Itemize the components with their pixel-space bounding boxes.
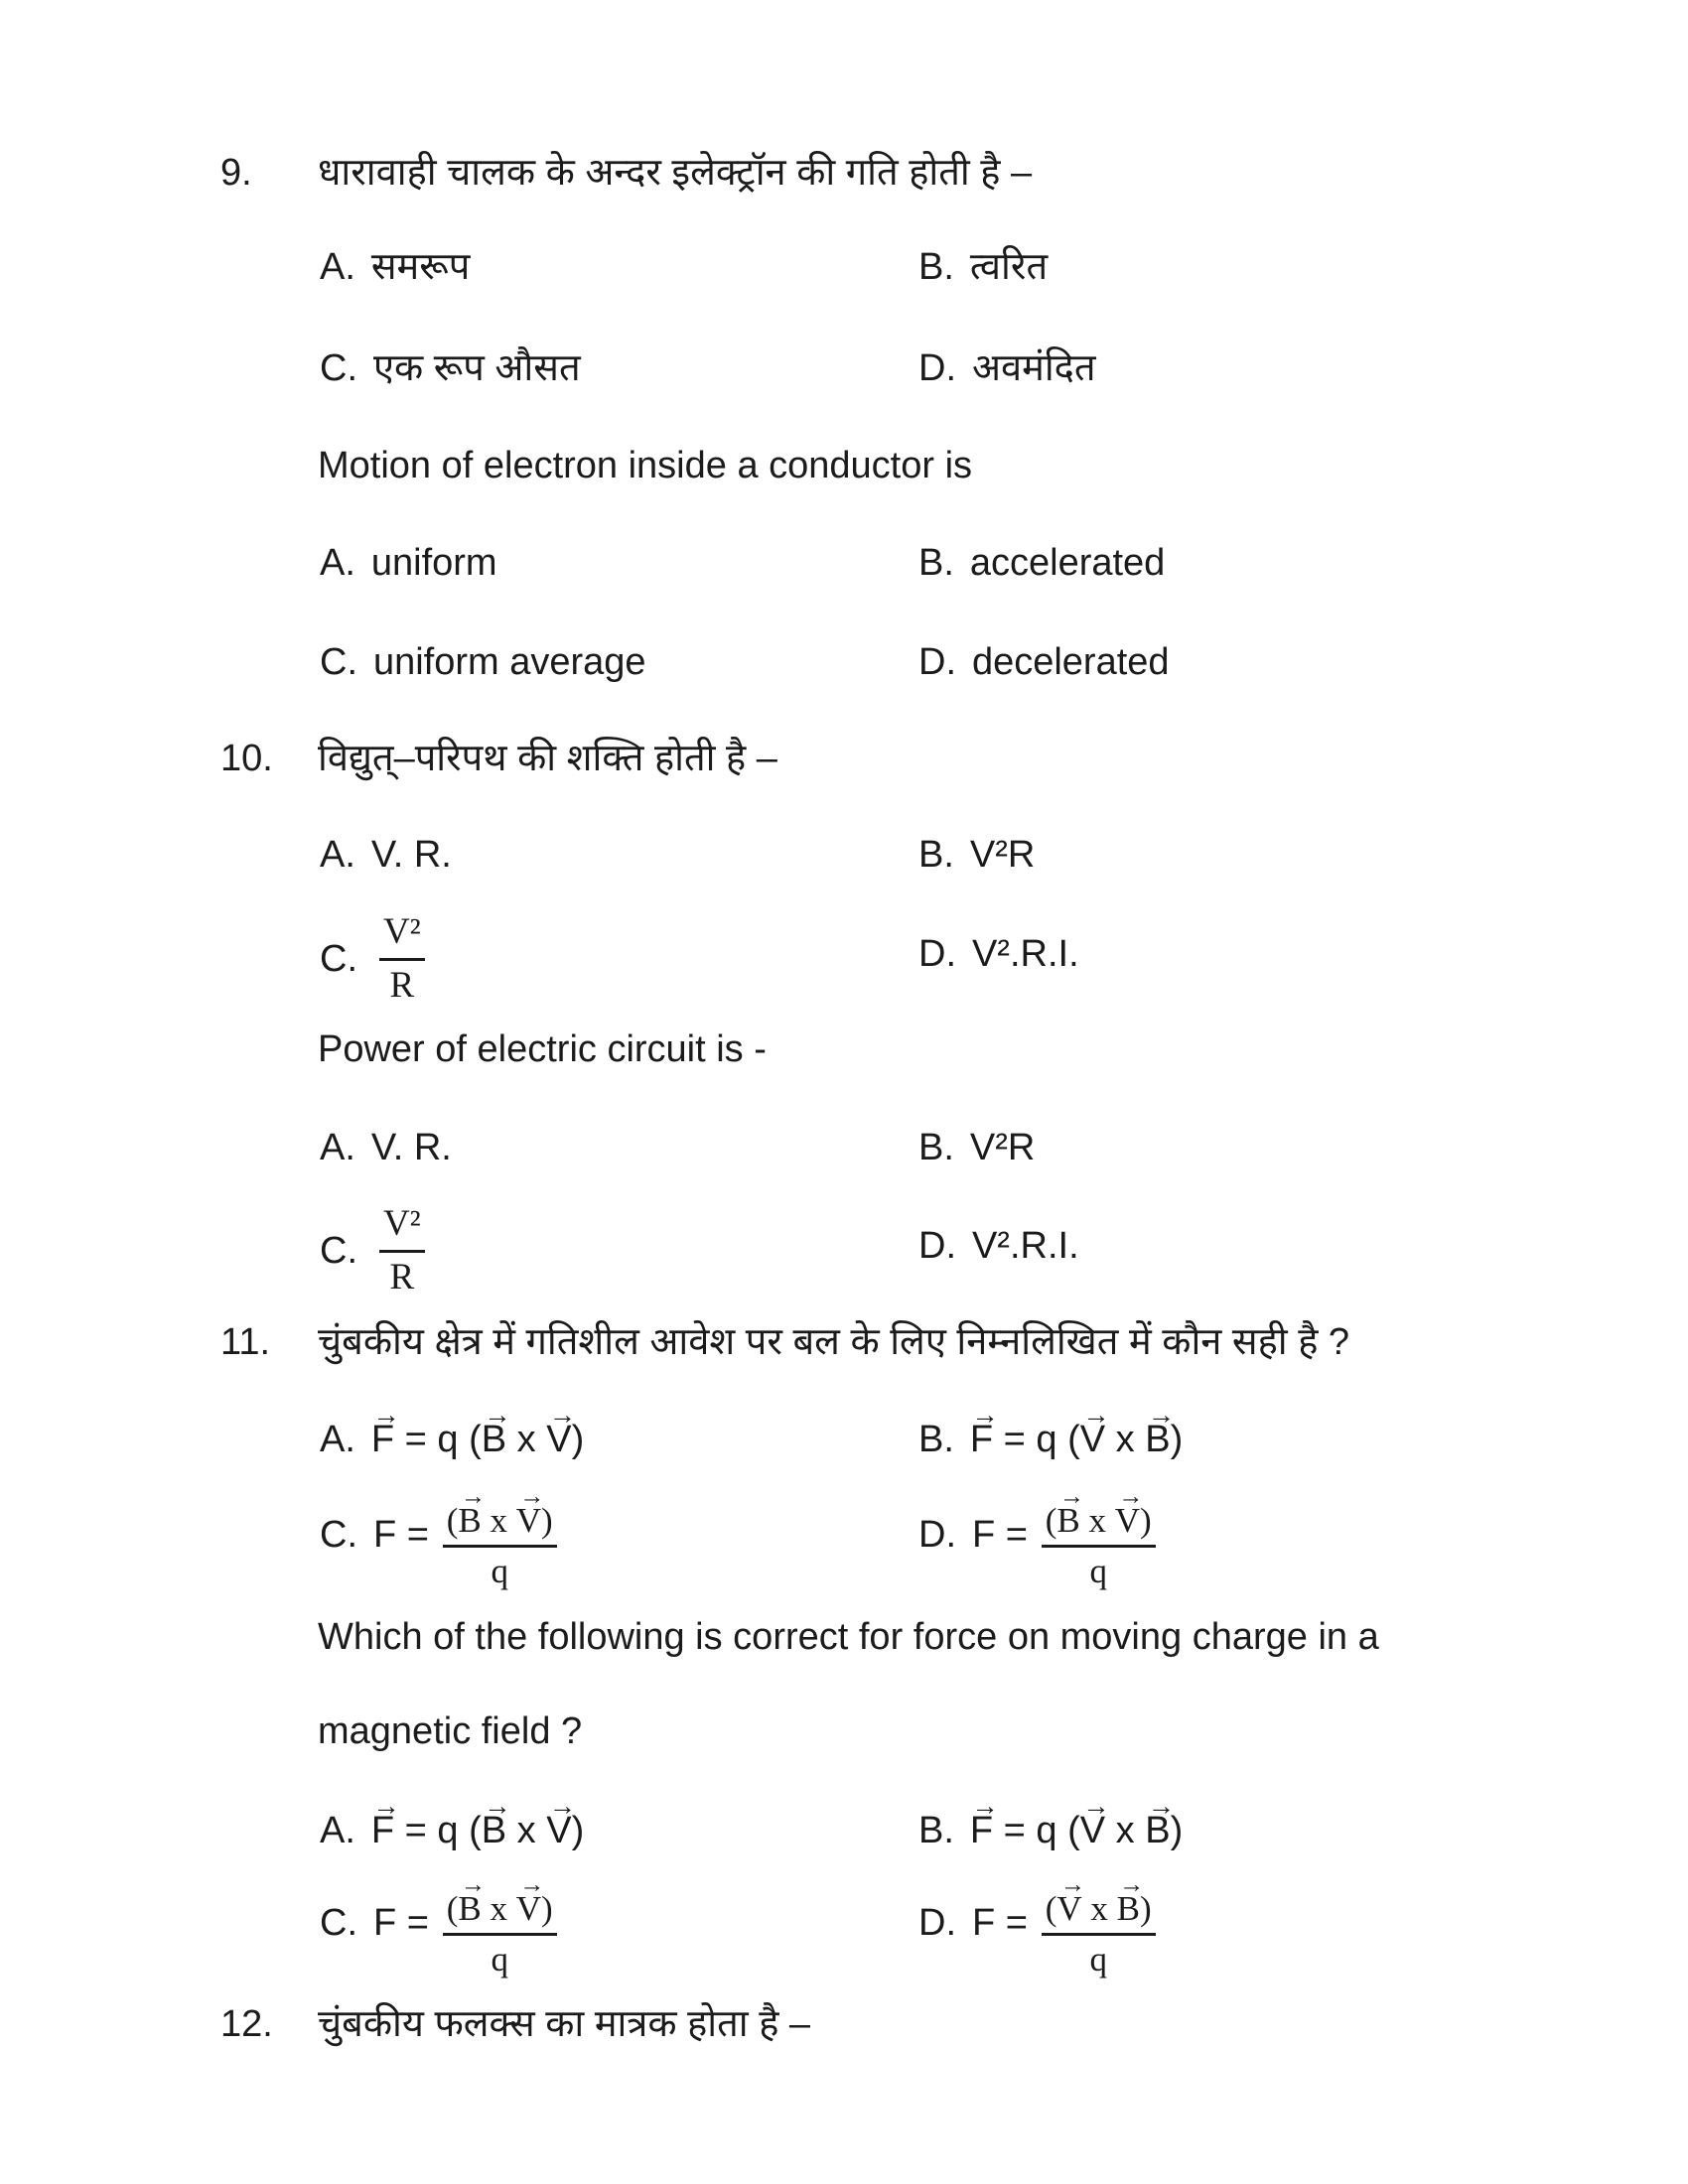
option-b-formula (918, 832, 1035, 880)
vector-arrow-icon: → (971, 1398, 999, 1430)
question-12-stem-hindi: चुंबकीय फलक्स का मात्रक होता है – (318, 2003, 811, 2045)
option-d-text: decelerated (971, 641, 1170, 683)
force-equals-q-b-cross-v: → F = q ( → B x → V) (370, 1789, 585, 1851)
vector-arrow-icon: → (1059, 1870, 1086, 1898)
option-d-english (918, 639, 1170, 687)
option-a-text: V. R. (370, 1127, 452, 1168)
option-c-label: C. (320, 641, 357, 683)
force-equals-q-b-cross-v: → F = q ( → B x → V) (370, 1398, 585, 1460)
vector-arrow-icon: → (971, 1789, 999, 1821)
question-9-stem-english: Motion of electron inside a conductor is (318, 445, 973, 486)
vector-arrow-icon: → (372, 1398, 400, 1430)
option-a-label: A. (320, 834, 355, 876)
option-d-text: V².R.I. (971, 933, 1079, 975)
option-a-label: A. (320, 1810, 355, 1851)
question-11-stem-hindi: चुंबकीय क्षेत्र में गतिशील आवेश पर बल के लिए निम्नलिखित में कौन सही है ? (318, 1321, 1350, 1363)
option-a-label: A. (320, 1127, 355, 1168)
question-10-stem-hindi: विद्युत्–परिपथ की शक्ति होती है – (318, 738, 777, 779)
option-d-text: V².R.I. (971, 1225, 1079, 1267)
option-b-hindi (918, 244, 1048, 292)
option-d-hindi (918, 345, 1096, 393)
force-equals: F = (372, 1901, 429, 1944)
vector-arrow-icon: → (460, 1482, 487, 1510)
option-d-formula (918, 931, 1079, 979)
fraction-denominator: R (389, 1257, 415, 1298)
question-12-number: 12. (220, 2003, 273, 2045)
b-cross-v-over-q-fraction (443, 1865, 557, 1981)
force-equals-q-v-cross-b: → F = q ( → V x → B) (969, 1789, 1184, 1851)
option-a-label: A. (320, 542, 355, 584)
option-a-text: uniform (370, 542, 497, 584)
option-a-formula (320, 832, 452, 880)
vector-arrow-icon: → (1082, 1398, 1110, 1430)
option-d-fraction-formula (918, 1477, 1156, 1593)
option-c-label: C. (320, 1513, 357, 1556)
vector-arrow-icon: → (1147, 1398, 1176, 1430)
option-d-fraction-formula (918, 1865, 1156, 1981)
question-9-number: 9. (220, 152, 252, 194)
vector-arrow-icon: → (548, 1789, 577, 1821)
option-a-vector-formula (320, 1398, 585, 1464)
option-c-label: C. (320, 937, 357, 980)
vector-arrow-icon: → (519, 1482, 545, 1510)
fraction-denominator: q (491, 1552, 508, 1591)
option-c-fraction-formula (320, 1865, 557, 1981)
force-equals-q-v-cross-b: → F = q ( → V x → B) (969, 1398, 1184, 1460)
option-a-text: V. R. (370, 834, 452, 876)
vector-arrow-icon: → (484, 1398, 511, 1430)
vector-arrow-icon: → (1058, 1482, 1085, 1510)
option-c-label: C. (320, 1229, 357, 1272)
force-equals: F = (971, 1901, 1028, 1944)
fraction-numerator: ( → B x → V) (443, 1477, 557, 1548)
option-a-text: समरूप (370, 246, 471, 288)
b-cross-v-over-q-fraction (443, 1477, 557, 1593)
vector-arrow-icon: → (460, 1870, 487, 1898)
option-b-english (918, 540, 1165, 588)
option-b-label: B. (918, 542, 954, 584)
fraction-denominator: q (491, 1940, 508, 1979)
option-a-english (320, 540, 497, 588)
v-squared-over-r-fraction (379, 909, 426, 1010)
option-b-text: accelerated (969, 542, 1166, 584)
fraction-numerator: V² (379, 1201, 426, 1253)
fraction-denominator: R (389, 965, 415, 1007)
option-d-label: D. (918, 933, 956, 975)
option-d-label: D. (918, 641, 956, 683)
vector-arrow-icon: → (1082, 1789, 1110, 1821)
question-10-number: 10. (220, 738, 273, 779)
force-equals: F = (372, 1513, 429, 1556)
option-a-hindi (320, 244, 470, 292)
question-11-number: 11. (220, 1321, 271, 1363)
option-d-label: D. (918, 1513, 956, 1556)
fraction-denominator: q (1089, 1940, 1107, 1979)
question-11-stem-english-line2: magnetic field ? (318, 1710, 583, 1752)
option-c-text: एक रूप औसत (372, 347, 581, 389)
option-b-text: V²R (969, 1127, 1036, 1168)
vector-arrow-icon: → (519, 1870, 545, 1898)
option-b-label: B. (918, 834, 954, 876)
option-a-formula (320, 1125, 452, 1172)
question-11-stem-english-line1: Which of the following is correct for force on moving charge in a (318, 1616, 1379, 1658)
v-cross-b-over-q-fraction (1042, 1865, 1156, 1981)
option-d-formula (918, 1223, 1079, 1271)
option-c-fraction (320, 1201, 425, 1301)
option-b-vector-formula (918, 1398, 1184, 1464)
option-d-label: D. (918, 1901, 956, 1944)
option-c-english (320, 639, 646, 687)
fraction-numerator: ( → V x → B) (1042, 1865, 1156, 1936)
option-c-fraction-formula (320, 1477, 557, 1593)
option-a-label: A. (320, 1419, 355, 1460)
fraction-numerator: ( → B x → V) (1042, 1477, 1156, 1548)
option-b-text: V²R (969, 834, 1036, 876)
fraction-numerator: V² (379, 909, 426, 961)
force-equals: F = (971, 1513, 1028, 1556)
vector-arrow-icon: → (372, 1789, 400, 1821)
vector-arrow-icon: → (548, 1398, 577, 1430)
option-b-formula (918, 1125, 1035, 1172)
vector-arrow-icon: → (484, 1789, 511, 1821)
fraction-numerator: ( → B x → V) (443, 1865, 557, 1936)
option-d-label: D. (918, 347, 956, 389)
option-c-label: C. (320, 1901, 357, 1944)
question-10-stem-english: Power of electric circuit is - (318, 1028, 767, 1070)
option-c-fraction (320, 909, 425, 1010)
option-d-text: अवमंदित (971, 347, 1096, 389)
vector-arrow-icon: → (1119, 1870, 1145, 1898)
vector-arrow-icon: → (1147, 1789, 1176, 1821)
option-b-text: त्वरित (969, 246, 1049, 288)
option-c-text: uniform average (372, 641, 646, 683)
v-squared-over-r-fraction (379, 1201, 426, 1301)
option-c-label: C. (320, 347, 357, 389)
option-a-vector-formula (320, 1789, 585, 1855)
vector-arrow-icon: → (1118, 1482, 1144, 1510)
option-d-label: D. (918, 1225, 956, 1267)
option-c-hindi (320, 345, 581, 393)
option-b-label: B. (918, 1810, 954, 1851)
option-a-label: A. (320, 246, 355, 288)
question-9-stem-hindi: धारावाही चालक के अन्दर इलेक्ट्रॉन की गति होती है – (318, 152, 1033, 194)
fraction-denominator: q (1089, 1552, 1107, 1591)
b-cross-v-over-q-fraction (1042, 1477, 1156, 1593)
option-b-label: B. (918, 1419, 954, 1460)
option-b-label: B. (918, 246, 954, 288)
option-b-label: B. (918, 1127, 954, 1168)
option-b-vector-formula (918, 1789, 1184, 1855)
